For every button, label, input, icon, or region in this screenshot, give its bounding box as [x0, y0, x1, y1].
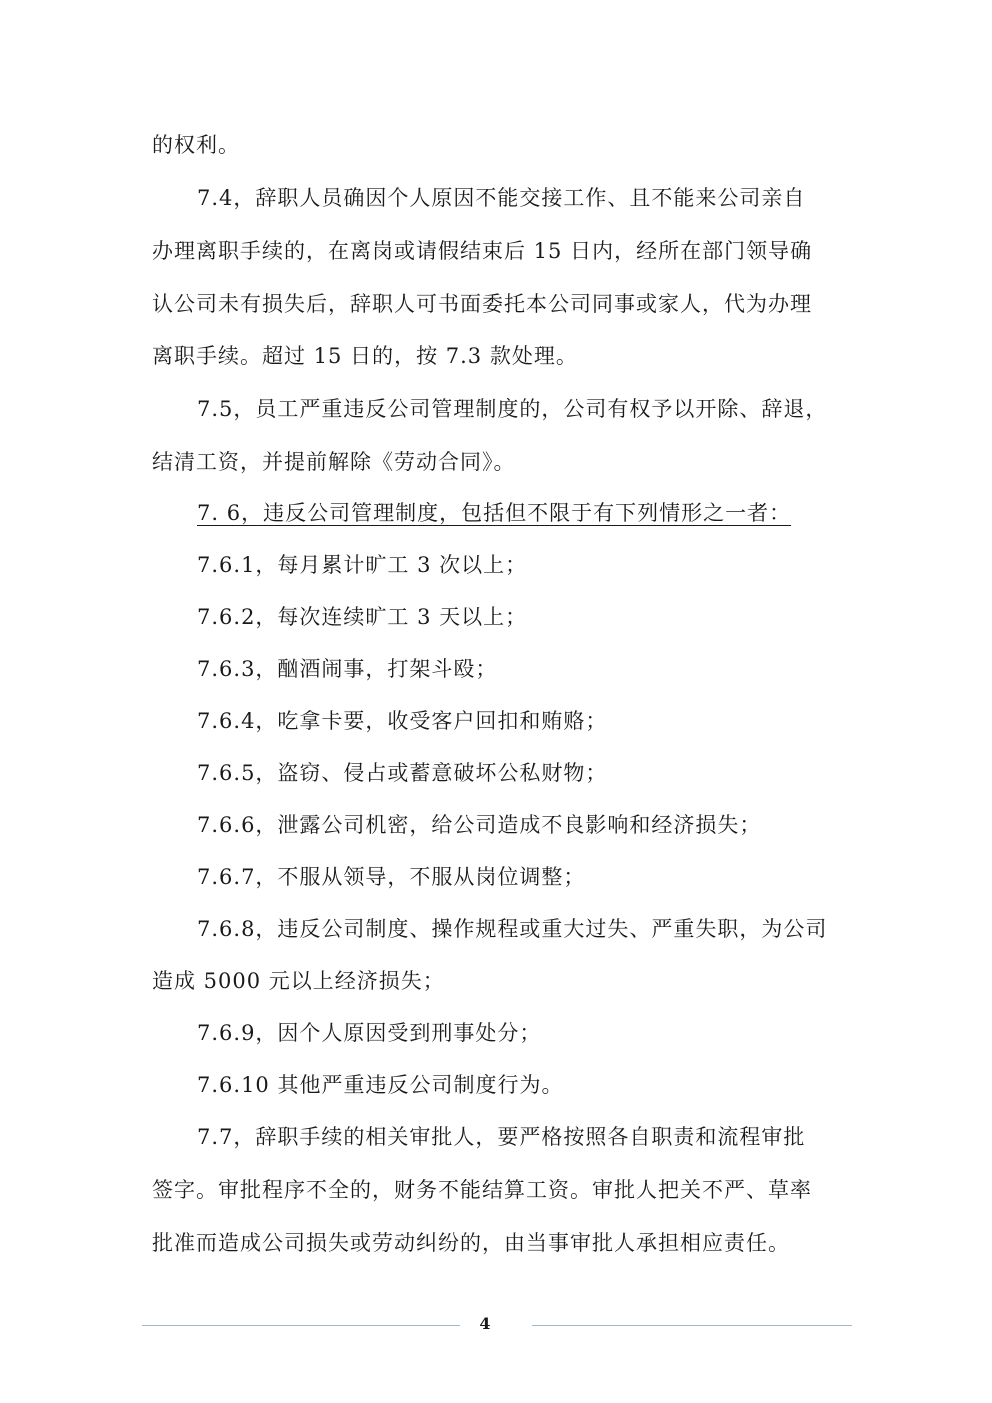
clause-7-5: 7.5，员工严重违反公司管理制度的，公司有权予以开除、辞退，: [197, 397, 828, 421]
text-line-21: 签字。审批程序不全的，财务不能结算工资。审批人把关不严、草率: [152, 1178, 812, 1202]
clause-7-6-9: 7.6.9，因个人原因受到刑事处分；: [197, 1021, 542, 1045]
text-line-4: 认公司未有损失后，辞职人可书面委托本公司同事或家人，代为办理: [152, 292, 812, 316]
clause-7-6-7: 7.6.7，不服从领导，不服从岗位调整；: [197, 865, 586, 889]
clause-7-6-2: 7.6.2，每次连续旷工 3 天以上；: [197, 605, 528, 629]
clause-7-6-8: 7.6.8，违反公司制度、操作规程或重大过失、严重失职，为公司: [197, 917, 828, 941]
text-line-17: 造成 5000 元以上经济损失；: [152, 969, 445, 993]
clause-7-6-6: 7.6.6，泄露公司机密，给公司造成不良影响和经济损失；: [197, 813, 762, 837]
text-line-3: 办理离职手续的，在离岗或请假结束后 15 日内，经所在部门领导确: [152, 239, 813, 263]
text-line-1: 的权利。: [152, 133, 240, 157]
clause-7-6-10: 7.6.10 其他严重违反公司制度行为。: [197, 1073, 564, 1097]
clause-7-6-3: 7.6.3，酗酒闹事，打架斗殴；: [197, 657, 498, 681]
footer-rule-left: [142, 1325, 460, 1326]
text-line-5: 离职手续。超过 15 日的，按 7.3 款处理。: [152, 344, 578, 368]
text-line-22: 批准而造成公司损失或劳动纠纷的，由当事审批人承担相应责任。: [152, 1231, 790, 1255]
text-line-7: 结清工资，并提前解除《劳动合同》。: [152, 450, 516, 474]
footer-rule-right: [532, 1325, 852, 1326]
clause-7-6-5: 7.6.5，盗窃、侵占或蓄意破坏公私财物；: [197, 761, 608, 785]
clause-7-6-4: 7.6.4，吃拿卡要，收受客户回扣和贿赂；: [197, 709, 608, 733]
clause-7-6-heading: 7. 6，违反公司管理制度，包括但不限于有下列情形之一者：: [197, 501, 792, 525]
clause-7-6-1: 7.6.1，每月累计旷工 3 次以上；: [197, 553, 528, 577]
page-number: 4: [479, 1314, 491, 1333]
clause-7-7: 7.7，辞职手续的相关审批人，要严格按照各自职责和流程审批: [197, 1125, 806, 1149]
clause-7-4: 7.4，辞职人员确因个人原因不能交接工作、且不能来公司亲自: [197, 186, 806, 210]
